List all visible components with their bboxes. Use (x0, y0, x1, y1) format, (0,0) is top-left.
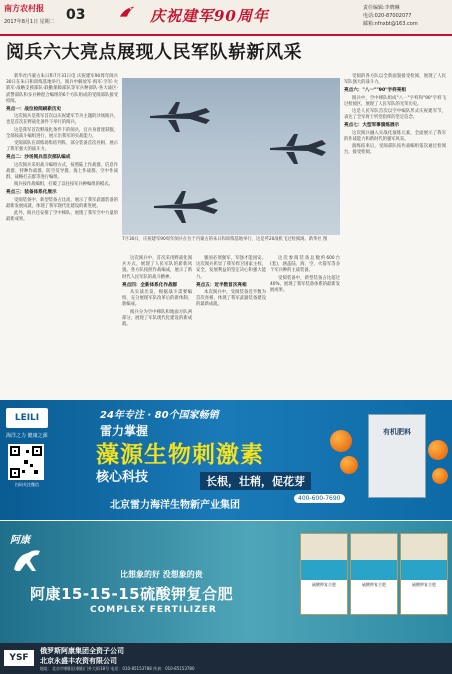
leili-core-tech: 核心科技 (96, 470, 149, 485)
leili-advertisement (0, 400, 452, 520)
leili-brand: 雷力掌握 (100, 424, 149, 438)
editor-email: 邮箱:nfnxbt@163.com (363, 21, 418, 27)
akang-advertisement (0, 521, 452, 643)
orange-fruit-image (432, 468, 448, 484)
article-paragraph: 新华社内蒙古朱日和7月31日电 庆祝建军90周年阅兵30日在朱日和训练基地举行。阅兵中解放军·海军·空军·火箭军·战略支援部队·联勤保障部队等军兵种部队·各大战区·武警部队和多兵种混合编组的6个方队组成的受阅部队接受检阅。 (6, 74, 118, 104)
section-heading: 亮点二：沙场阅兵首次部队编成 (6, 155, 71, 161)
article-paragraph: 这次阅兵融入实战化演练元素，全面展示了我军的作战能力和新时代的强军风采。 (344, 130, 446, 142)
photo-caption: 7月30日，庆祝建军90周年阅兵在位于内蒙古的朱日和训练基地举行，这是歼20战机飞过检阅场。新华社 图 (122, 237, 328, 242)
section-heading: 亮点五：近半数首次亮相 (196, 282, 247, 288)
akang-english-title: COMPLEX FERTILIZER (90, 605, 217, 615)
article-paragraph: 阅兵中，空中梯队组成"八一"字样和"90"字样飞过检阅区，展现了人民军队的光荣历史。 (344, 95, 446, 107)
page-number: 03 (66, 7, 86, 23)
article-column-3 (196, 256, 266, 396)
masthead (0, 0, 452, 36)
leili-slogan: 海洋之力 健康之源 (6, 433, 48, 439)
orange-fruit-image (428, 440, 448, 460)
article-paragraph: 这次阅兵中，首次采用野战化阅兵方式，展现了人民军队的崭新风貌。各方队按照作战编成，展示了新时代人民军队的战斗精神。 (122, 256, 192, 280)
leili-effect: 长根，壮稍，促花芽 (200, 472, 311, 490)
article-paragraph: 强国必须强军，军强才能国安。这次阅兵彰显了我军捍卫国家主权、安全、发展利益的坚定决心和强大能力。 (196, 256, 266, 280)
article-paragraph: 阅兵分为空中梯队和地面方队两部分，展现了军队现代化建设的新成就。 (122, 309, 192, 328)
section-heading: 亮点四：全新体系化作战群 (122, 282, 178, 288)
horse-icon (10, 545, 46, 575)
akang-logo: 阿康 (10, 535, 30, 546)
article-paragraph: 这是我军首次野战化条件下的阅兵，官兵身着迷彩服，全部按战斗编组进行，展示出我军的实战能力。 (6, 127, 118, 139)
leili-phone: 400-600-7690 (294, 494, 345, 503)
footer-bar (0, 643, 452, 674)
section-heading: 亮点三：装备体系化展示 (6, 190, 57, 196)
parent-company: 俄罗斯阿康集团全资子公司 (40, 647, 124, 655)
akang-product-title: 阿康15-15-15硫酸钾复合肥 (30, 585, 234, 603)
paper-name: 南方农村报 (4, 3, 44, 13)
article-paragraph: 这次阅兵是我军首次以庆祝建军节为主题的沙场阅兵，也是首次在野战化条件下举行的阅兵。 (6, 114, 118, 126)
leili-logo: LEILI (6, 408, 48, 428)
article-column-4 (270, 256, 340, 396)
article-paragraph: 这次参阅装备总数约600台(套)，涵盖陆、海、空、火箭军等多个军兵种的主战装备。 (270, 256, 340, 274)
article-paragraph: 本次阅兵中，受阅装备近半数为首次亮相，体现了我军武器装备建设的最新成就。 (196, 290, 266, 308)
section-heading: 亮点一：战位检阅刷新历史 (6, 107, 62, 113)
article-paragraph: 阅兵按作战编组，打破了以往按军兵种编组的模式。 (14, 182, 113, 188)
article-paragraph: 这是人民军队首次以空中编队形式庆祝建军节，表达了全军将士听党指挥的坚定信念。 (344, 109, 446, 121)
article-paragraph: 演练结束后，受阅部队按作战编组依次通过检阅台，接受检阅。 (344, 144, 446, 156)
fighter-jets-photo (122, 78, 340, 235)
fertilizer-bag-image (300, 533, 348, 615)
article-paragraph: 受阅的各方队以全新面貌接受检阅，展现了人民军队强大的战斗力。 (344, 74, 446, 86)
article-paragraph: 此外，阅兵还安排了空中梯队，展现了我军空中力量的最新成果。 (6, 211, 118, 223)
ysf-logo: YSF (4, 650, 34, 666)
bag-label: 硫酸钾复合肥 (312, 582, 336, 587)
company-name: 北京永盛丰农资有限公司 (40, 657, 117, 665)
orange-fruit-image (340, 456, 358, 474)
article-column-2 (122, 256, 192, 396)
leili-product-name: 藻源生物刺激素 (96, 442, 264, 468)
fertilizer-bag-image (368, 414, 426, 498)
leili-company: 北京雷力海洋生物新产业集团 (110, 500, 240, 511)
article-paragraph: 受阅部队在训练场集结列阵，部分装备首次亮相，展示了我军强大的战斗力。 (6, 141, 118, 153)
leili-tagline: 24年专注 · 80个国家畅销 (100, 410, 219, 421)
anniversary-banner: 庆祝建军90周年 (150, 7, 269, 25)
qr-code (8, 444, 44, 480)
bag-label: 硫酸钾复合肥 (412, 582, 436, 587)
article-paragraph: 受阅装备中，新型装备占比高，展示了我军武器装备的最新发展成就，体现了我军现代化建设的新进展。 (6, 197, 118, 209)
article-paragraph: 从实战出发，根据战斗需要编组，充分展现军队改革后的新体制、新编成。 (122, 290, 192, 308)
editor-info (363, 4, 448, 28)
bag-title: 有机肥料 (383, 428, 411, 436)
article-paragraph: 这次阅兵采用战斗编组方式，按照陆上作战群、信息作战群、特种作战群、防空反导群、海上作战群、空中作战群、战略打击群等进行编组。 (6, 162, 118, 181)
section-heading: 亮点六："八一""90"字样亮相 (344, 88, 406, 94)
fertilizer-bag-image (350, 533, 398, 615)
bag-label: 硫酸钾复合肥 (362, 582, 386, 587)
editor-phone: 电话:020-87002077 (363, 13, 412, 19)
paper-date: 2017年8月1日 星期二 (4, 19, 55, 25)
article-column-1 (6, 74, 118, 396)
akang-slogan: 比想象的好 没想象的贵 (120, 570, 203, 579)
article-paragraph: 受阅装备中，新型装备占比超过40%，展现了我军装备体系的最新发展成果。 (270, 275, 340, 294)
headline: 阅兵六大亮点展现人民军队崭新风采 (6, 42, 302, 63)
article-column-5 (344, 74, 446, 396)
editor-name: 责任编辑:李晓琳 (363, 5, 400, 11)
orange-fruit-image (330, 430, 352, 452)
dove-icon (118, 4, 136, 22)
fertilizer-bag-image (400, 533, 448, 615)
qr-caption: 扫码关注微信 (15, 482, 39, 487)
section-heading: 亮点七：大型军事演练展示 (344, 123, 400, 129)
company-address: 地址：北京市朝阳区朝阳门外大街18号 电话：010-85153788 传真：010-85153780 (40, 666, 195, 671)
